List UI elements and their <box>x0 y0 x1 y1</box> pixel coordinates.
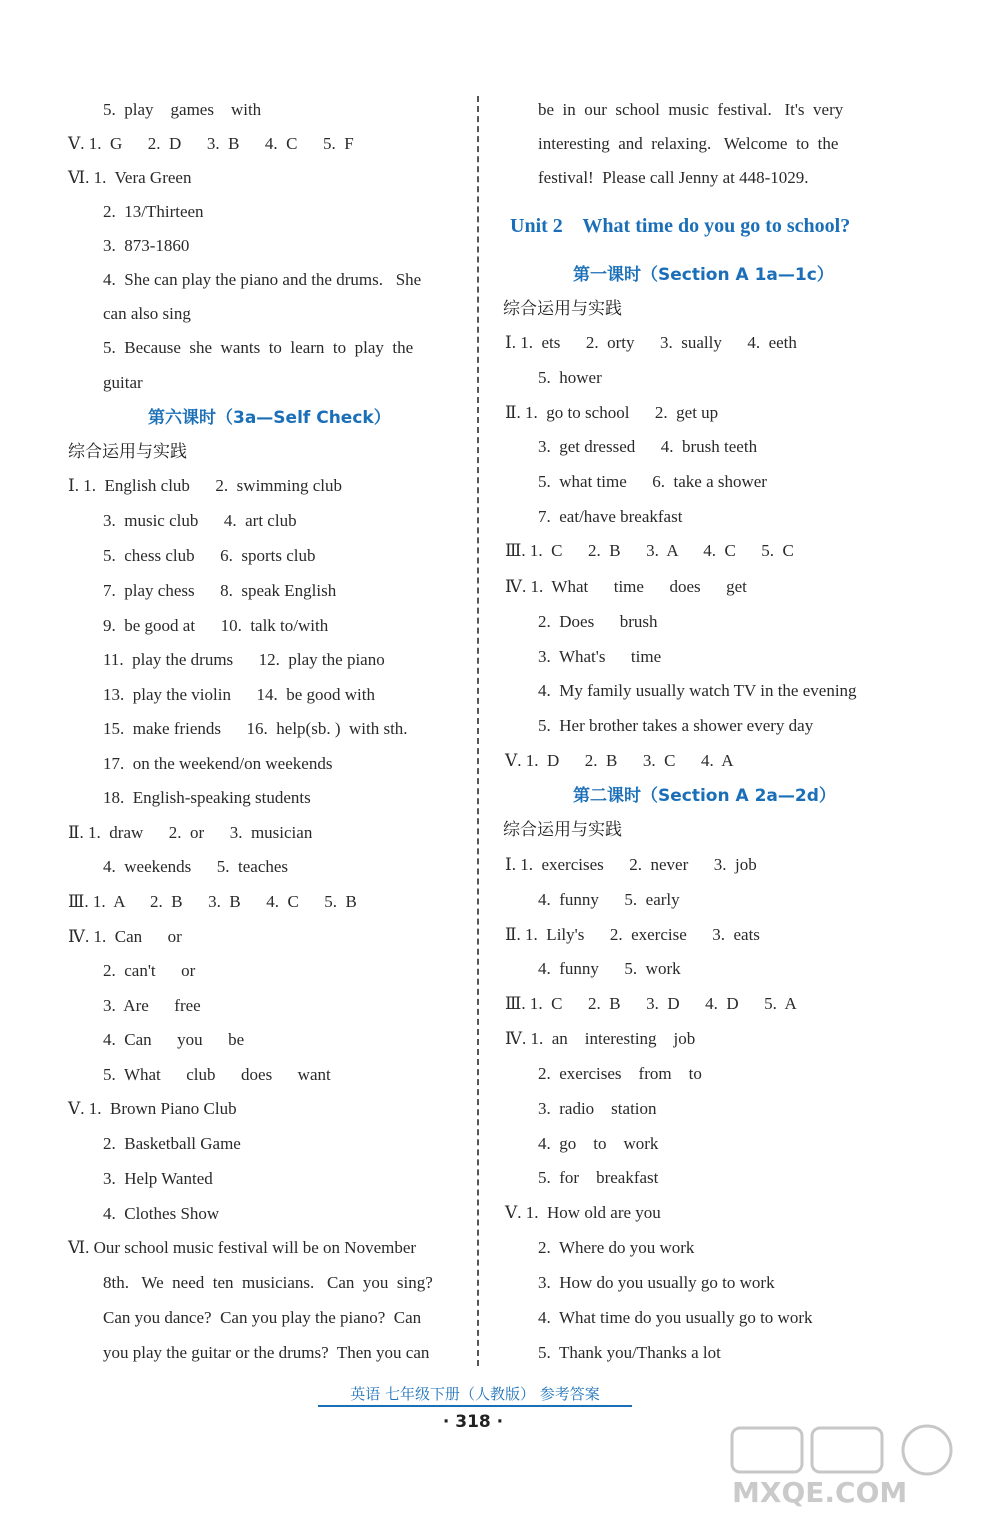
answer-line: 15. make friends 16. help(sb. ) with sth. <box>103 719 408 738</box>
answer-line: 4. My family usually watch TV in the evening <box>538 681 857 700</box>
answer-line: 7. eat/have breakfast <box>538 507 683 526</box>
answer-line: 4. go to work <box>538 1134 659 1153</box>
answer-line: Ⅲ. 1. C 2. B 3. A 4. C 5. C <box>505 541 794 560</box>
section-heading: 综合运用与实践 <box>503 299 622 319</box>
answer-line: can also sing <box>103 304 191 323</box>
answer-line: Ⅴ. 1. G 2. D 3. B 4. C 5. F <box>68 134 354 153</box>
answer-line: 3. 873-1860 <box>103 236 190 255</box>
answer-line: Ⅰ. 1. English club 2. swimming club <box>68 476 342 495</box>
answer-line: you play the guitar or the drums? Then you can <box>103 1343 430 1362</box>
answer-line: 2. exercises from to <box>538 1064 702 1083</box>
answer-line: 4. weekends 5. teaches <box>103 857 289 876</box>
answer-line: 4. funny 5. work <box>538 959 681 978</box>
answer-line: 4. Clothes Show <box>103 1204 220 1223</box>
answer-line: 17. on the weekend/on weekends <box>103 754 333 773</box>
answer-line: 5. hower <box>538 368 602 387</box>
answer-line: 2. 13/Thirteen <box>103 202 204 221</box>
answer-line: be in our school music festival. It's very <box>538 100 844 119</box>
answer-line: Ⅴ. 1. Brown Piano Club <box>68 1099 237 1118</box>
answer-line: 9. be good at 10. talk to/with <box>103 616 329 635</box>
lesson-heading: 第六课时（3a—Self Check） <box>148 408 391 428</box>
section-heading: 综合运用与实践 <box>68 442 187 462</box>
answer-line: 5. Thank you/Thanks a lot <box>538 1343 721 1362</box>
answer-line: Ⅳ. 1. What time does get <box>505 577 747 596</box>
answer-line: 3. radio station <box>538 1099 657 1118</box>
section-heading: 综合运用与实践 <box>503 820 622 840</box>
answer-line: 2. Does brush <box>538 612 658 631</box>
answer-line: 7. play chess 8. speak English <box>103 581 337 600</box>
answer-line: 3. Are free <box>103 996 201 1015</box>
answer-line: Ⅲ. 1. A 2. B 3. B 4. C 5. B <box>68 892 357 911</box>
answer-line: Ⅱ. 1. go to school 2. get up <box>505 403 719 422</box>
answer-line: 5. for breakfast <box>538 1168 659 1187</box>
answer-line: guitar <box>103 373 143 392</box>
answer-line: 3. What's time <box>538 647 662 666</box>
answer-line: 5. Because she wants to learn to play the <box>103 338 414 357</box>
svg-text:MXQE.COM: MXQE.COM <box>732 1476 908 1509</box>
answer-line: Can you dance? Can you play the piano? Can <box>103 1308 422 1327</box>
answer-line: 8th. We need ten musicians. Can you sing? <box>103 1273 433 1292</box>
answer-line: 4. What time do you usually go to work <box>538 1308 813 1327</box>
column-divider <box>477 96 479 1366</box>
answer-line: Ⅵ. 1. Vera Green <box>68 168 192 187</box>
answer-line: Ⅱ. 1. draw 2. or 3. musician <box>68 823 313 842</box>
answer-line: 3. Help Wanted <box>103 1169 213 1188</box>
answer-line: 13. play the violin 14. be good with <box>103 685 375 704</box>
answer-line: 3. get dressed 4. brush teeth <box>538 437 758 456</box>
answer-line: Ⅱ. 1. Lily's 2. exercise 3. eats <box>505 925 760 944</box>
answer-line: 4. funny 5. early <box>538 890 680 909</box>
answer-line: 5. play games with <box>103 100 262 119</box>
answer-line: Ⅰ. 1. ets 2. orty 3. sually 4. eeth <box>505 333 797 352</box>
answer-line: 5. What club does want <box>103 1065 331 1084</box>
answer-line: 5. what time 6. take a shower <box>538 472 767 491</box>
page-number: · 318 · <box>442 1412 504 1432</box>
answer-line: 3. music club 4. art club <box>103 511 297 530</box>
answer-line: Ⅴ. 1. D 2. B 3. C 4. A <box>505 751 734 770</box>
footer-book-title: 英语 七年级下册（人教版） 参考答案 <box>318 1385 632 1407</box>
answer-line: 11. play the drums 12. play the piano <box>103 650 385 669</box>
answer-line: interesting and relaxing. Welcome to the <box>538 134 839 153</box>
answer-line: 2. Where do you work <box>538 1238 695 1257</box>
answer-line: 2. Basketball Game <box>103 1134 241 1153</box>
answer-line: 4. She can play the piano and the drums. She <box>103 270 422 289</box>
answer-line: 3. How do you usually go to work <box>538 1273 775 1292</box>
answer-line: 18. English-speaking students <box>103 788 311 807</box>
unit-title: Unit 2 What time do you go to school? <box>510 215 851 237</box>
answer-line: Ⅲ. 1. C 2. B 3. D 4. D 5. A <box>505 994 797 1013</box>
answer-line: 2. can't or <box>103 961 196 980</box>
answer-line: Ⅵ. Our school music festival will be on November <box>68 1238 417 1257</box>
answer-line: Ⅳ. 1. Can or <box>68 927 182 946</box>
answer-line: Ⅳ. 1. an interesting job <box>505 1029 696 1048</box>
answer-line: 4. Can you be <box>103 1030 245 1049</box>
answer-line: 5. chess club 6. sports club <box>103 546 316 565</box>
answer-line: Ⅰ. 1. exercises 2. never 3. job <box>505 855 757 874</box>
watermark-logo <box>712 1420 992 1510</box>
answer-line: Ⅴ. 1. How old are you <box>505 1203 661 1222</box>
answer-line: festival! Please call Jenny at 448-1029. <box>538 168 809 187</box>
answer-line: 5. Her brother takes a shower every day <box>538 716 814 735</box>
lesson-heading: 第一课时（Section A 1a—1c） <box>573 265 834 285</box>
lesson-heading: 第二课时（Section A 2a—2d） <box>573 786 836 806</box>
